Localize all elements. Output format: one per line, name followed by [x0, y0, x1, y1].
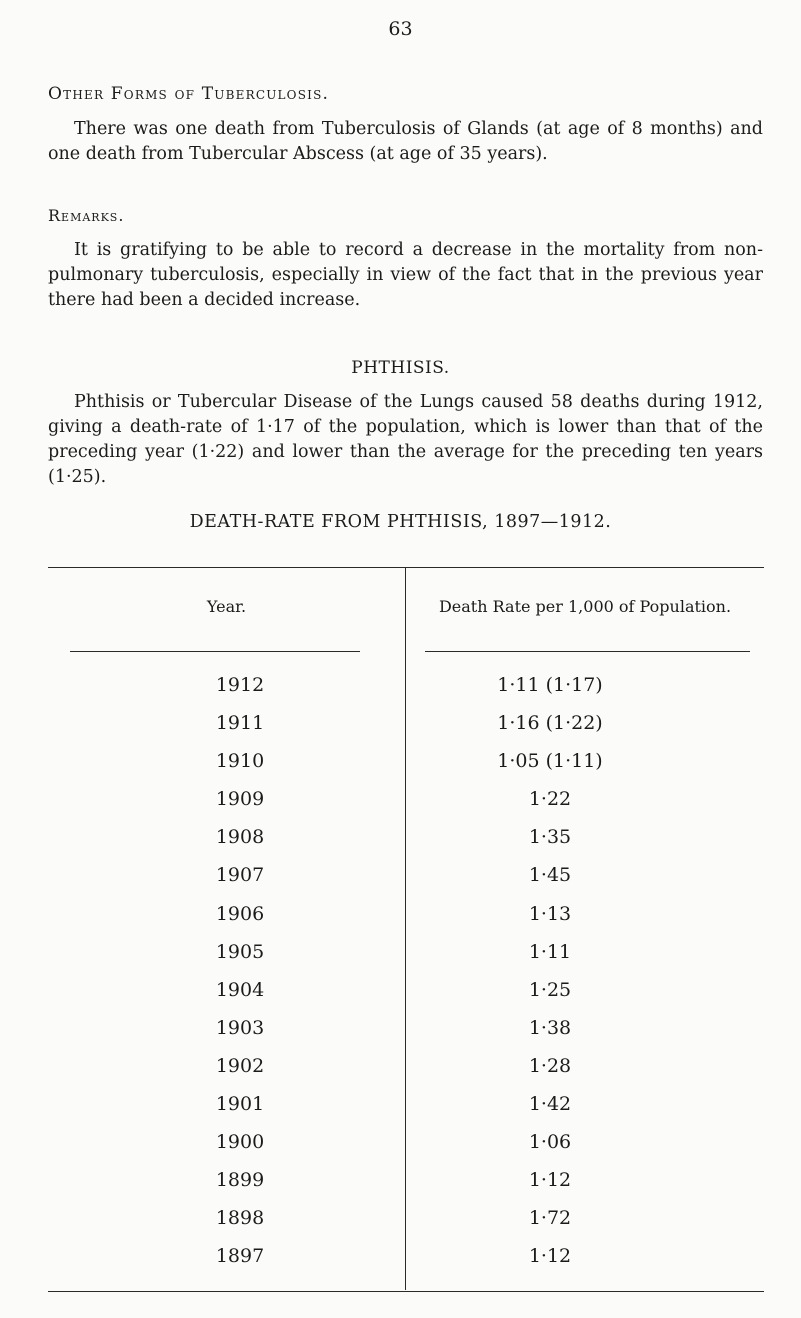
table-top-rule [48, 567, 764, 568]
column-header-death-rate: Death Rate per 1,000 of Population. [438, 597, 732, 616]
table-row [0, 1017, 801, 1055]
death-rate-cell: 1·05 (1·11) [497, 750, 603, 773]
year-cell: 1911 [215, 712, 265, 735]
paragraph-phthisis: Phthisis or Tubercular Disease of the Lungs caused 58 deaths during 1912, giving a death-rate of 1·17 of the population, which is lower than that of the preceding year (1·22) and lower than the average for the preceding ten years (1·25). [48, 392, 763, 487]
table-title: DEATH-RATE FROM PHTHISIS, 1897—1912. [189, 512, 612, 532]
table-bottom-rule [48, 1291, 764, 1292]
year-cell: 1912 [215, 674, 265, 696]
table-row [0, 903, 801, 941]
section-title [48, 84, 329, 104]
table-row [0, 1055, 801, 1093]
page-number: 63 [388, 18, 413, 40]
table-row [0, 979, 801, 1017]
table-body [0, 674, 801, 1284]
year-cell: 1906 [215, 902, 265, 925]
table-row [0, 1169, 801, 1207]
table-row [0, 864, 801, 902]
table-row [0, 826, 801, 864]
phthisis-heading: PHTHISIS. [351, 358, 450, 378]
table-row [0, 674, 801, 712]
death-rate-cell: 1·11 (1·17) [497, 674, 603, 696]
death-rate-cell: 1·28 [528, 1054, 572, 1077]
table-row [0, 712, 801, 750]
section-title-text: Other Forms of Tuberculosis. [48, 84, 330, 104]
header-rule-year [70, 651, 360, 652]
table-row [0, 750, 801, 788]
year-cell: 1898 [215, 1207, 265, 1230]
table-row [0, 1093, 801, 1131]
year-cell: 1903 [215, 1016, 265, 1039]
column-header-year: Year. [206, 597, 247, 616]
death-rate-cell: 1·25 [528, 978, 572, 1001]
year-cell: 1897 [215, 1245, 265, 1268]
table-row [0, 788, 801, 826]
year-cell: 1909 [215, 788, 265, 811]
death-rate-cell: 1·72 [528, 1207, 572, 1230]
remarks-heading: Remarks. [48, 206, 125, 225]
table-row [0, 1245, 801, 1283]
death-rate-cell: 1·12 [528, 1169, 572, 1192]
header-rule-rate [425, 651, 750, 652]
year-cell: 1902 [215, 1054, 265, 1077]
death-rate-cell: 1·16 (1·22) [497, 712, 603, 735]
death-rate-cell: 1·11 [528, 940, 572, 963]
year-cell: 1901 [215, 1093, 265, 1116]
year-cell: 1900 [215, 1131, 265, 1154]
death-rate-cell: 1·42 [528, 1093, 572, 1116]
death-rate-cell: 1·22 [528, 788, 572, 811]
death-rate-cell: 1·13 [528, 902, 572, 925]
table-row [0, 1207, 801, 1245]
table-row [0, 941, 801, 979]
death-rate-cell: 1·06 [528, 1131, 572, 1154]
death-rate-cell: 1·38 [528, 1016, 572, 1039]
table-row [0, 1131, 801, 1169]
year-cell: 1908 [215, 826, 265, 849]
death-rate-cell: 1·12 [528, 1245, 572, 1268]
death-rate-cell: 1·35 [528, 826, 572, 849]
death-rate-cell: 1·45 [528, 864, 572, 887]
year-cell: 1910 [215, 750, 265, 773]
year-cell: 1907 [215, 864, 265, 887]
paragraph-glands-abscess: There was one death from Tuberculosis of Glands (at age of 8 months) and one death from Tubercular Abscess (at age of 35 years). [48, 119, 763, 164]
year-cell: 1905 [215, 940, 265, 963]
paragraph-remarks: It is gratifying to be able to record a decrease in the mortality from non-pulmonary tuberculosis, especially in view of the fact that in the previous year there had been a decided increase. [48, 240, 763, 310]
year-cell: 1899 [215, 1169, 265, 1192]
year-cell: 1904 [215, 978, 265, 1001]
